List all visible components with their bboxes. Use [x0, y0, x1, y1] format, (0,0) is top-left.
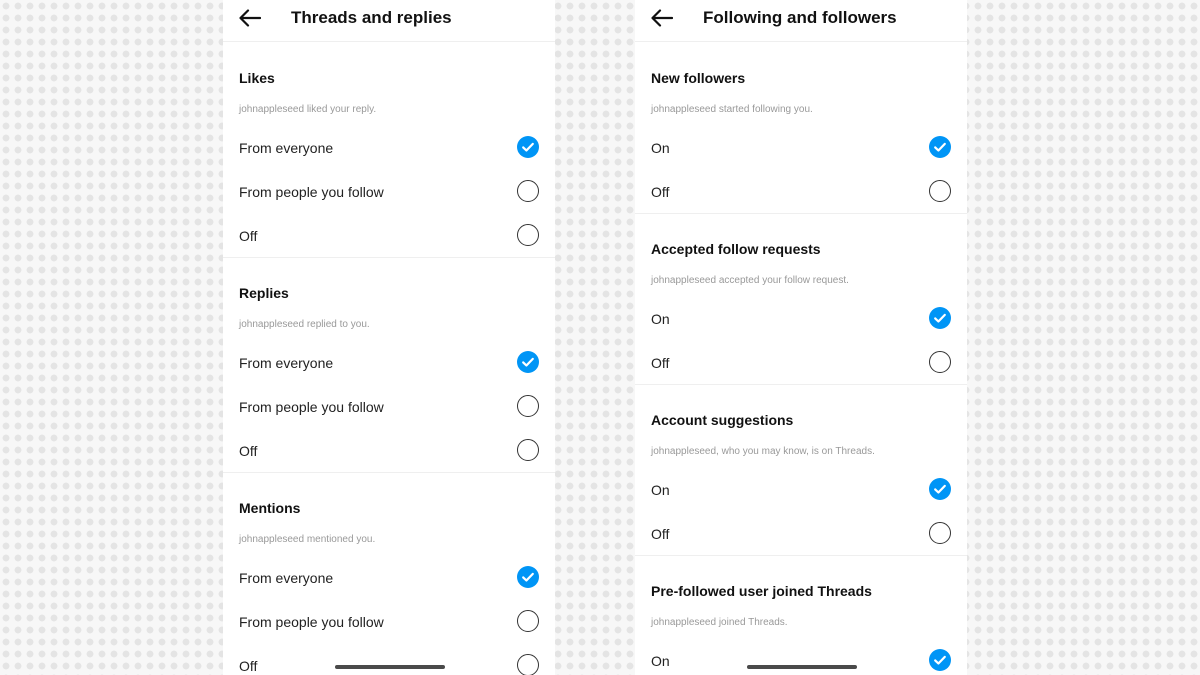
option-label: From everyone — [239, 570, 334, 586]
top-bar — [223, 0, 555, 42]
radio-checked-icon[interactable] — [929, 478, 951, 500]
radio-unchecked-icon[interactable] — [517, 395, 539, 417]
checkmark-icon — [929, 478, 951, 500]
checkmark-icon — [929, 307, 951, 329]
option-on[interactable] — [635, 638, 967, 675]
option-from-everyone[interactable] — [223, 340, 555, 384]
option-from-people-you-follow[interactable] — [223, 384, 555, 428]
radio-unchecked-icon[interactable] — [517, 654, 539, 675]
settings-list — [223, 43, 555, 675]
option-label: On — [651, 311, 670, 327]
option-off[interactable] — [635, 511, 967, 555]
section-header — [223, 258, 555, 340]
option-from-everyone[interactable] — [223, 555, 555, 599]
screen-title: Following and followers — [703, 8, 897, 27]
option-label: Off — [239, 658, 258, 674]
section-mentions — [223, 473, 555, 675]
section-title: Accepted follow requests — [651, 241, 821, 257]
option-label: From people you follow — [239, 614, 384, 630]
option-label: Off — [239, 443, 258, 459]
radio-checked-icon[interactable] — [929, 136, 951, 158]
home-indicator — [747, 665, 857, 669]
radio-checked-icon[interactable] — [929, 307, 951, 329]
radio-checked-icon[interactable] — [929, 649, 951, 671]
option-from-people-you-follow[interactable] — [223, 599, 555, 643]
section-title: Pre-followed user joined Threads — [651, 583, 872, 599]
section-description: johnappleseed accepted your follow request. — [651, 275, 849, 286]
radio-unchecked-icon[interactable] — [517, 180, 539, 202]
back-arrow-icon[interactable] — [237, 7, 263, 29]
radio-unchecked-icon[interactable] — [929, 522, 951, 544]
section-accepted-follow-requests — [635, 214, 967, 385]
option-off[interactable] — [635, 169, 967, 213]
option-from-people-you-follow[interactable] — [223, 169, 555, 213]
section-title: Replies — [239, 285, 289, 301]
option-off[interactable] — [223, 213, 555, 257]
checkmark-icon — [929, 136, 951, 158]
option-label: On — [651, 482, 670, 498]
section-description: johnappleseed joined Threads. — [651, 617, 788, 628]
section-description: johnappleseed started following you. — [651, 104, 813, 115]
section-header — [635, 385, 967, 467]
section-header — [223, 43, 555, 125]
section-title: Likes — [239, 70, 275, 86]
home-indicator — [335, 665, 445, 669]
option-off[interactable] — [635, 340, 967, 384]
section-description: johnappleseed liked your reply. — [239, 104, 377, 115]
option-label: Off — [651, 184, 670, 200]
section-title: Account suggestions — [651, 412, 794, 428]
radio-unchecked-icon[interactable] — [517, 610, 539, 632]
option-label: Off — [239, 228, 258, 244]
section-title: New followers — [651, 70, 746, 86]
option-off[interactable] — [223, 643, 555, 675]
section-header — [635, 556, 967, 638]
option-off[interactable] — [223, 428, 555, 472]
option-label: Off — [651, 355, 670, 371]
option-label: From everyone — [239, 355, 334, 371]
option-label: Off — [651, 526, 670, 542]
section-pre-followed-user-joined-threads — [635, 556, 967, 675]
following-and-followers-screen — [635, 0, 967, 675]
threads-and-replies-screen — [223, 0, 555, 675]
section-description: johnappleseed, who you may know, is on Threads. — [651, 446, 875, 457]
screen-title: Threads and replies — [291, 8, 452, 27]
section-likes — [223, 43, 555, 258]
section-replies — [223, 258, 555, 473]
checkmark-icon — [517, 566, 539, 588]
option-from-everyone[interactable] — [223, 125, 555, 169]
option-label: From people you follow — [239, 399, 384, 415]
option-on[interactable] — [635, 296, 967, 340]
section-header — [635, 43, 967, 125]
checkmark-icon — [517, 136, 539, 158]
radio-checked-icon[interactable] — [517, 566, 539, 588]
option-on[interactable] — [635, 125, 967, 169]
top-bar — [635, 0, 967, 42]
radio-unchecked-icon[interactable] — [929, 180, 951, 202]
back-arrow-icon[interactable] — [649, 7, 675, 29]
radio-checked-icon[interactable] — [517, 136, 539, 158]
radio-unchecked-icon[interactable] — [517, 439, 539, 461]
option-label: From people you follow — [239, 184, 384, 200]
option-label: On — [651, 140, 670, 156]
section-header — [635, 214, 967, 296]
section-new-followers — [635, 43, 967, 214]
section-description: johnappleseed replied to you. — [239, 319, 370, 330]
section-description: johnappleseed mentioned you. — [239, 534, 376, 545]
checkmark-icon — [517, 351, 539, 373]
checkmark-icon — [929, 649, 951, 671]
radio-unchecked-icon[interactable] — [929, 351, 951, 373]
settings-list — [635, 43, 967, 675]
section-header — [223, 473, 555, 555]
radio-checked-icon[interactable] — [517, 351, 539, 373]
section-title: Mentions — [239, 500, 301, 516]
option-label: From everyone — [239, 140, 334, 156]
option-label: On — [651, 653, 670, 669]
section-account-suggestions — [635, 385, 967, 556]
option-on[interactable] — [635, 467, 967, 511]
radio-unchecked-icon[interactable] — [517, 224, 539, 246]
